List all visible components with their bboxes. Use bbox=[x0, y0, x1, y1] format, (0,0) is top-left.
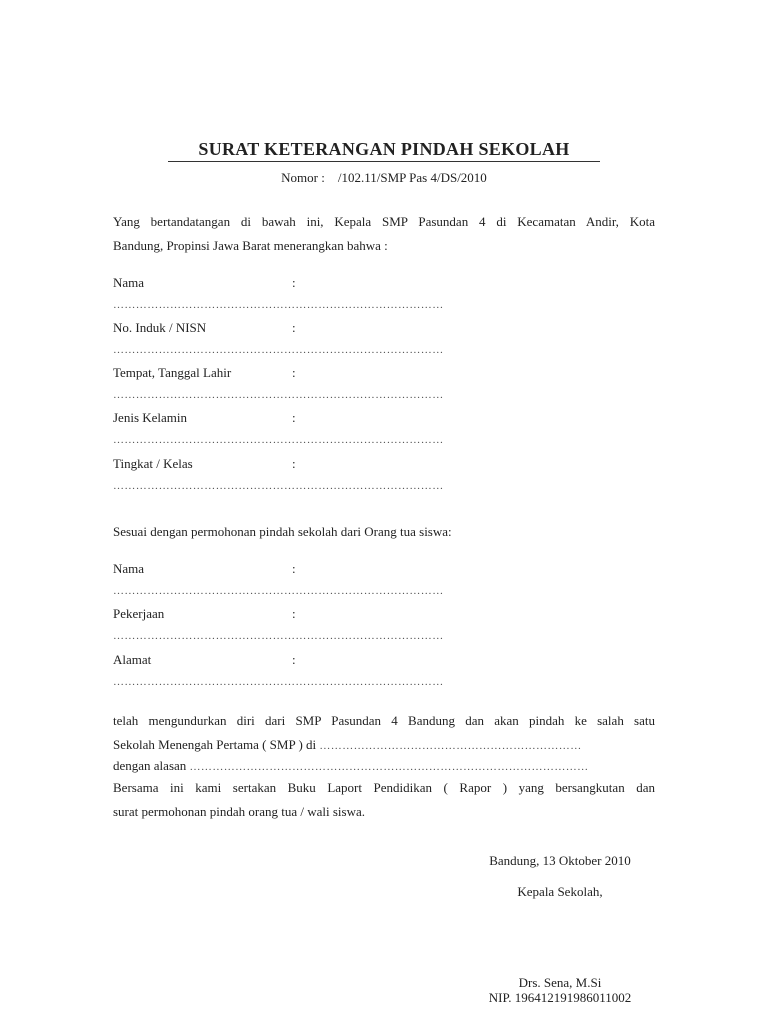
student-birth-blank: …………………………………………………………………………… bbox=[113, 389, 444, 401]
letter-title: SURAT KETERANGAN PINDAH SEKOLAH bbox=[168, 139, 600, 162]
parent-address-label: Alamat bbox=[113, 652, 152, 667]
student-nisn-label: No. Induk / NISN bbox=[113, 320, 207, 335]
colon: : bbox=[292, 320, 296, 335]
signer-title: Kepala Sekolah, bbox=[517, 884, 603, 899]
colon: : bbox=[292, 365, 296, 380]
student-gender-label: Jenis Kelamin bbox=[113, 410, 188, 425]
colon: : bbox=[292, 275, 296, 290]
intro-line-1: Yang bertandatangan di bawah ini, Kepala SMP Pasundan 4 di Kecamatan Andir, Kota bbox=[113, 214, 655, 229]
nomor-value: /102.11/SMP Pas 4/DS/2010 bbox=[337, 170, 487, 185]
student-birth-label: Tempat, Tanggal Lahir bbox=[113, 365, 232, 380]
place-date: Bandung, 13 Oktober 2010 bbox=[489, 853, 631, 868]
parent-address-blank: …………………………………………………………………………… bbox=[113, 676, 444, 688]
parent-job-blank: …………………………………………………………………………… bbox=[113, 630, 444, 642]
parent-intro: Sesuai dengan permohonan pindah sekolah dari Orang tua siswa: bbox=[113, 524, 452, 539]
intro-paragraph bbox=[113, 210, 655, 258]
reason-label: dengan alasan bbox=[113, 758, 187, 773]
colon: : bbox=[292, 606, 296, 621]
body-line-2-text: Sekolah Menengah Pertama ( SMP ) di bbox=[113, 737, 317, 752]
body-line-2 bbox=[113, 733, 655, 758]
letter-number bbox=[168, 170, 600, 186]
parent-job-label: Pekerjaan bbox=[113, 606, 165, 621]
body-line-1: telah mengundurkan diri dari SMP Pasundan 4 Bandung dan akan pindah ke salah satu bbox=[113, 713, 655, 728]
student-name-label: Nama bbox=[113, 275, 145, 290]
colon: : bbox=[292, 561, 296, 576]
reason-line bbox=[113, 758, 589, 774]
intro-line-2: Bandung, Propinsi Jawa Barat menerangkan bahwa : bbox=[113, 238, 388, 253]
body-line-5: surat permohonan pindah orang tua / wali siswa. bbox=[113, 804, 365, 819]
closing-paragraph bbox=[113, 776, 655, 824]
parent-name-label: Nama bbox=[113, 561, 145, 576]
student-gender-blank: …………………………………………………………………………… bbox=[113, 434, 444, 446]
colon: : bbox=[292, 652, 296, 667]
nomor-label: Nomor : bbox=[281, 170, 325, 185]
student-name-blank: …………………………………………………………………………… bbox=[113, 299, 444, 311]
body-line-4: Bersama ini kami sertakan Buku Laport Pendidikan ( Rapor ) yang bersangkutan dan bbox=[113, 780, 655, 795]
school-blank: …………………………………………………………… bbox=[319, 740, 582, 752]
body-paragraph bbox=[113, 709, 655, 758]
colon: : bbox=[292, 456, 296, 471]
reason-blank: …………………………………………………………………………………………… bbox=[189, 761, 589, 773]
signer-name: Drs. Sena, M.Si bbox=[518, 975, 602, 990]
student-class-label: Tingkat / Kelas bbox=[113, 456, 193, 471]
signer-nip: NIP. 196412191986011002 bbox=[488, 990, 632, 1005]
parent-name-blank: …………………………………………………………………………… bbox=[113, 585, 444, 597]
student-nisn-blank: …………………………………………………………………………… bbox=[113, 344, 444, 356]
colon: : bbox=[292, 410, 296, 425]
student-class-blank: …………………………………………………………………………… bbox=[113, 480, 444, 492]
